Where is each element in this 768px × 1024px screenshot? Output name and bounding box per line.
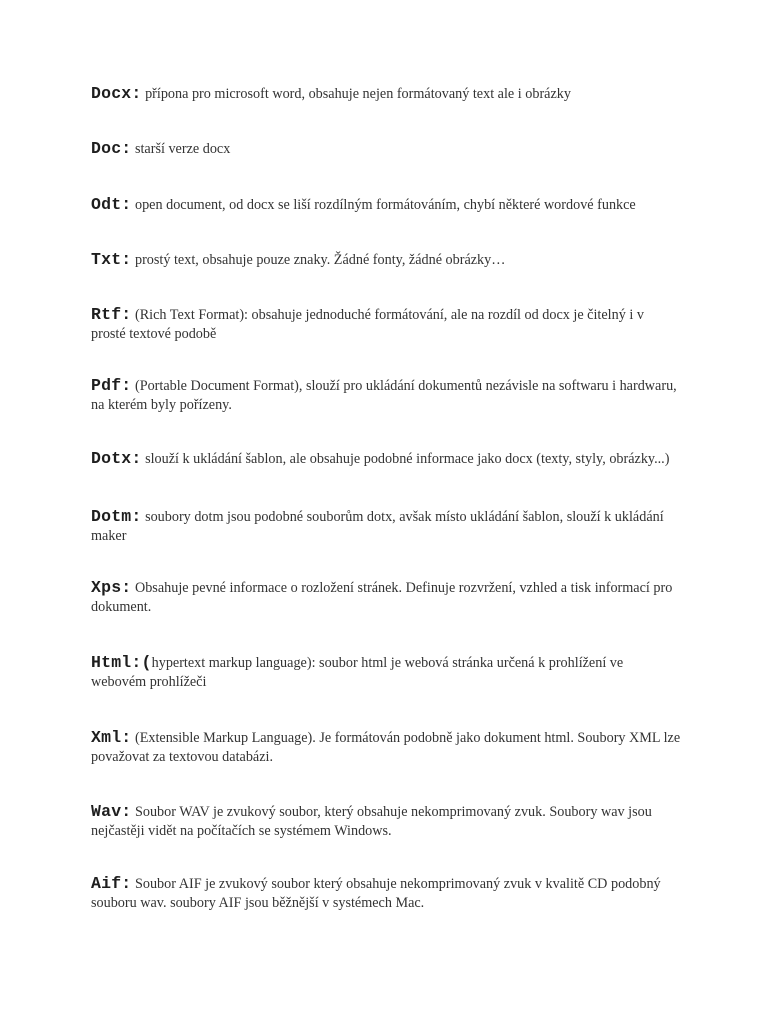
entry-term: Docx: — [91, 84, 142, 103]
entry-html — [91, 654, 681, 691]
entry-text: prostý text, obsahuje pouze znaky. Žádné fonty, žádné obrázky… — [131, 252, 506, 268]
entry-odt — [91, 196, 681, 215]
entry-text: starší verze docx — [131, 141, 231, 157]
entry-dotx — [91, 450, 681, 469]
entry-text: soubory dotm jsou podobné souborům dotx, avšak místo ukládání šablon, slouží k ukládání maker — [91, 509, 664, 544]
entry-pdf — [91, 377, 681, 414]
entry-rtf — [91, 306, 681, 343]
entry-text: Obsahuje pevné informace o rozložení stránek. Definuje rozvržení, vzhled a tisk informací pro dokument. — [91, 580, 673, 615]
entry-dotm — [91, 508, 681, 545]
entry-wav — [91, 803, 681, 840]
entry-term: Xps: — [91, 578, 132, 597]
entry-term: Aif: — [91, 874, 132, 893]
entry-text: (Rich Text Format): obsahuje jednoduché formátování, ale na rozdíl od docx je čitelný i v prosté textové podobě — [91, 307, 644, 342]
entry-xml — [91, 729, 681, 766]
entry-doc — [91, 140, 681, 159]
entry-text: (Portable Document Format), slouží pro ukládání dokumentů nezávisle na softwaru i hardwaru, na kterém byly pořízeny. — [91, 378, 677, 413]
entry-term: Wav: — [91, 802, 132, 821]
entry-text: open document, od docx se liší rozdílným formátováním, chybí některé wordové funkce — [131, 197, 636, 213]
entry-text: Soubor WAV je zvukový soubor, který obsahuje nekomprimovaný zvuk. Soubory wav jsou nejčastěji vidět na počítačích se systémem Windows. — [91, 804, 652, 839]
entry-term: Doc: — [91, 139, 132, 158]
entry-xps — [91, 579, 681, 616]
entry-term: Txt: — [91, 250, 132, 269]
entry-text: (Extensible Markup Language). Je formátován podobně jako dokument html. Soubory XML lze považovat za textovou databázi. — [91, 730, 681, 765]
entry-text: slouží k ukládání šablon, ale obsahuje podobné informace jako docx (texty, styly, obrázky...) — [141, 451, 670, 467]
entry-term: Dotx: — [91, 449, 142, 468]
entry-term: Html:( — [91, 653, 152, 672]
entry-term: Dotm: — [91, 507, 142, 526]
entry-term: Xml: — [91, 728, 132, 747]
entry-term: Odt: — [91, 195, 132, 214]
entry-text: přípona pro microsoft word, obsahuje nejen formátovaný text ale i obrázky — [141, 86, 571, 102]
entry-term: Pdf: — [91, 376, 132, 395]
entry-text: Soubor AIF je zvukový soubor který obsahuje nekomprimovaný zvuk v kvalitě CD podobný souboru wav. soubory AIF jsou běžnější v systémech Mac. — [91, 876, 661, 911]
entry-txt — [91, 251, 681, 270]
entry-term: Rtf: — [91, 305, 132, 324]
entry-docx — [91, 85, 681, 104]
entry-aif — [91, 875, 681, 912]
entry-text: hypertext markup language): soubor html je webová stránka určená k prohlížení ve webovém prohlížeči — [91, 655, 624, 690]
